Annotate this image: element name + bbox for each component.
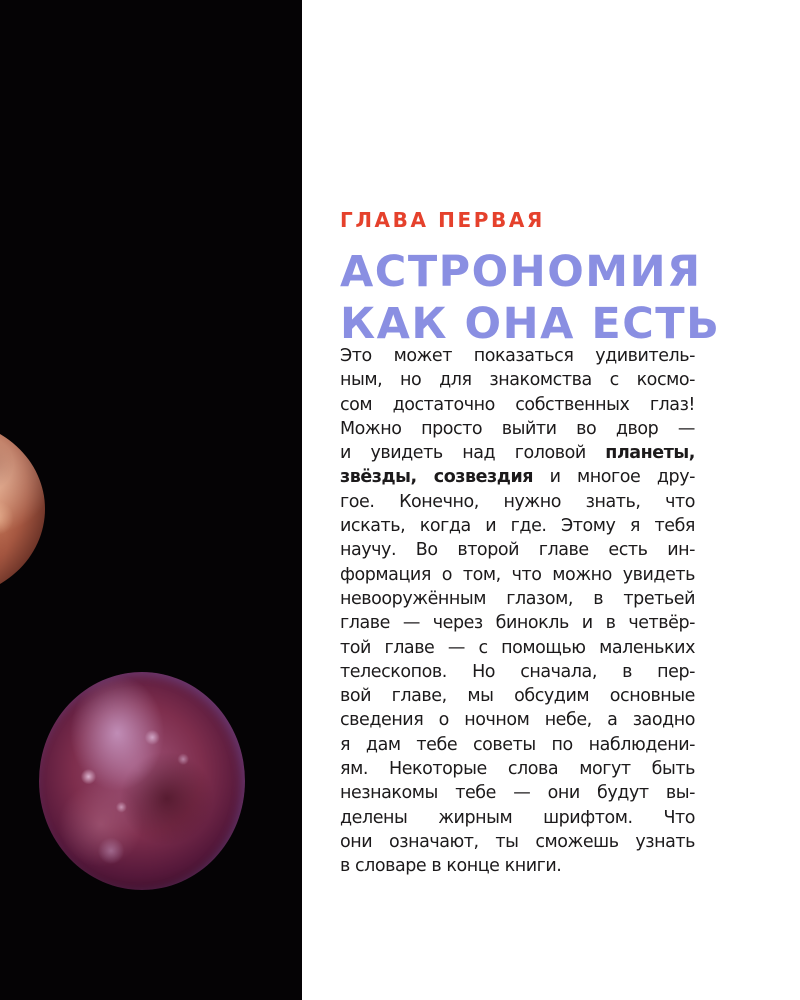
body-text-segment: и многое дру- bbox=[533, 467, 695, 488]
body-text-line: они означают, ты сможешь узнать bbox=[340, 831, 695, 852]
body-text-line: вой главе, мы обсудим основные bbox=[340, 686, 695, 707]
body-text-line: ным, но для знакомства с космо- bbox=[340, 370, 695, 391]
body-text-line: сом достаточно собственных глаз! bbox=[340, 394, 695, 415]
body-text-line: невооружённым глазом, в третьей bbox=[340, 588, 695, 609]
body-text-segment: и увидеть над головой bbox=[340, 443, 606, 464]
body-text-line: формация о том, что можно увидеть bbox=[340, 564, 695, 585]
body-text-line: в словаре в конце книги. bbox=[340, 856, 562, 877]
body-text-line: главе — через бинокль и в четвёр- bbox=[340, 613, 695, 634]
body-text-line: телескопов. Но сначала, в пер- bbox=[340, 661, 695, 682]
body-text-line: ям. Некоторые слова могут быть bbox=[340, 759, 695, 780]
body-text-line: незнакомы тебе — они будут вы- bbox=[340, 783, 695, 804]
body-text-line: Это может показаться удивитель- bbox=[340, 346, 695, 366]
chapter-body-text bbox=[340, 344, 695, 879]
body-text-line bbox=[340, 441, 695, 465]
body-text-line: делены жирным шрифтом. Что bbox=[340, 807, 695, 828]
chapter-title-line: КАК ОНА ЕСТЬ bbox=[340, 299, 721, 349]
moon-image-upper bbox=[0, 420, 45, 598]
body-text-line: гое. Конечно, нужно знать, что bbox=[340, 491, 695, 512]
chapter-title bbox=[340, 246, 720, 350]
body-text-line bbox=[340, 465, 695, 489]
chapter-label: ГЛАВА ПЕРВАЯ bbox=[340, 208, 545, 232]
body-text-line: Можно просто выйти во двор — bbox=[340, 418, 695, 439]
chapter-title-line: АСТРОНОМИЯ bbox=[340, 247, 702, 297]
bold-term: планеты, bbox=[605, 443, 695, 464]
body-text-line: я дам тебе советы по наблюдени- bbox=[340, 734, 695, 755]
body-text-line: научу. Во второй главе есть ин- bbox=[340, 540, 695, 561]
body-text-line: искать, когда и где. Этому я тебя bbox=[340, 516, 695, 537]
body-text-line: сведения о ночном небе, а заодно bbox=[340, 710, 695, 731]
bold-term: звёзды, созвездия bbox=[340, 467, 534, 488]
moon-image-lower bbox=[39, 672, 245, 890]
space-photo-panel bbox=[0, 0, 302, 1000]
body-text-line: той главе — с помощью маленьких bbox=[340, 637, 695, 658]
